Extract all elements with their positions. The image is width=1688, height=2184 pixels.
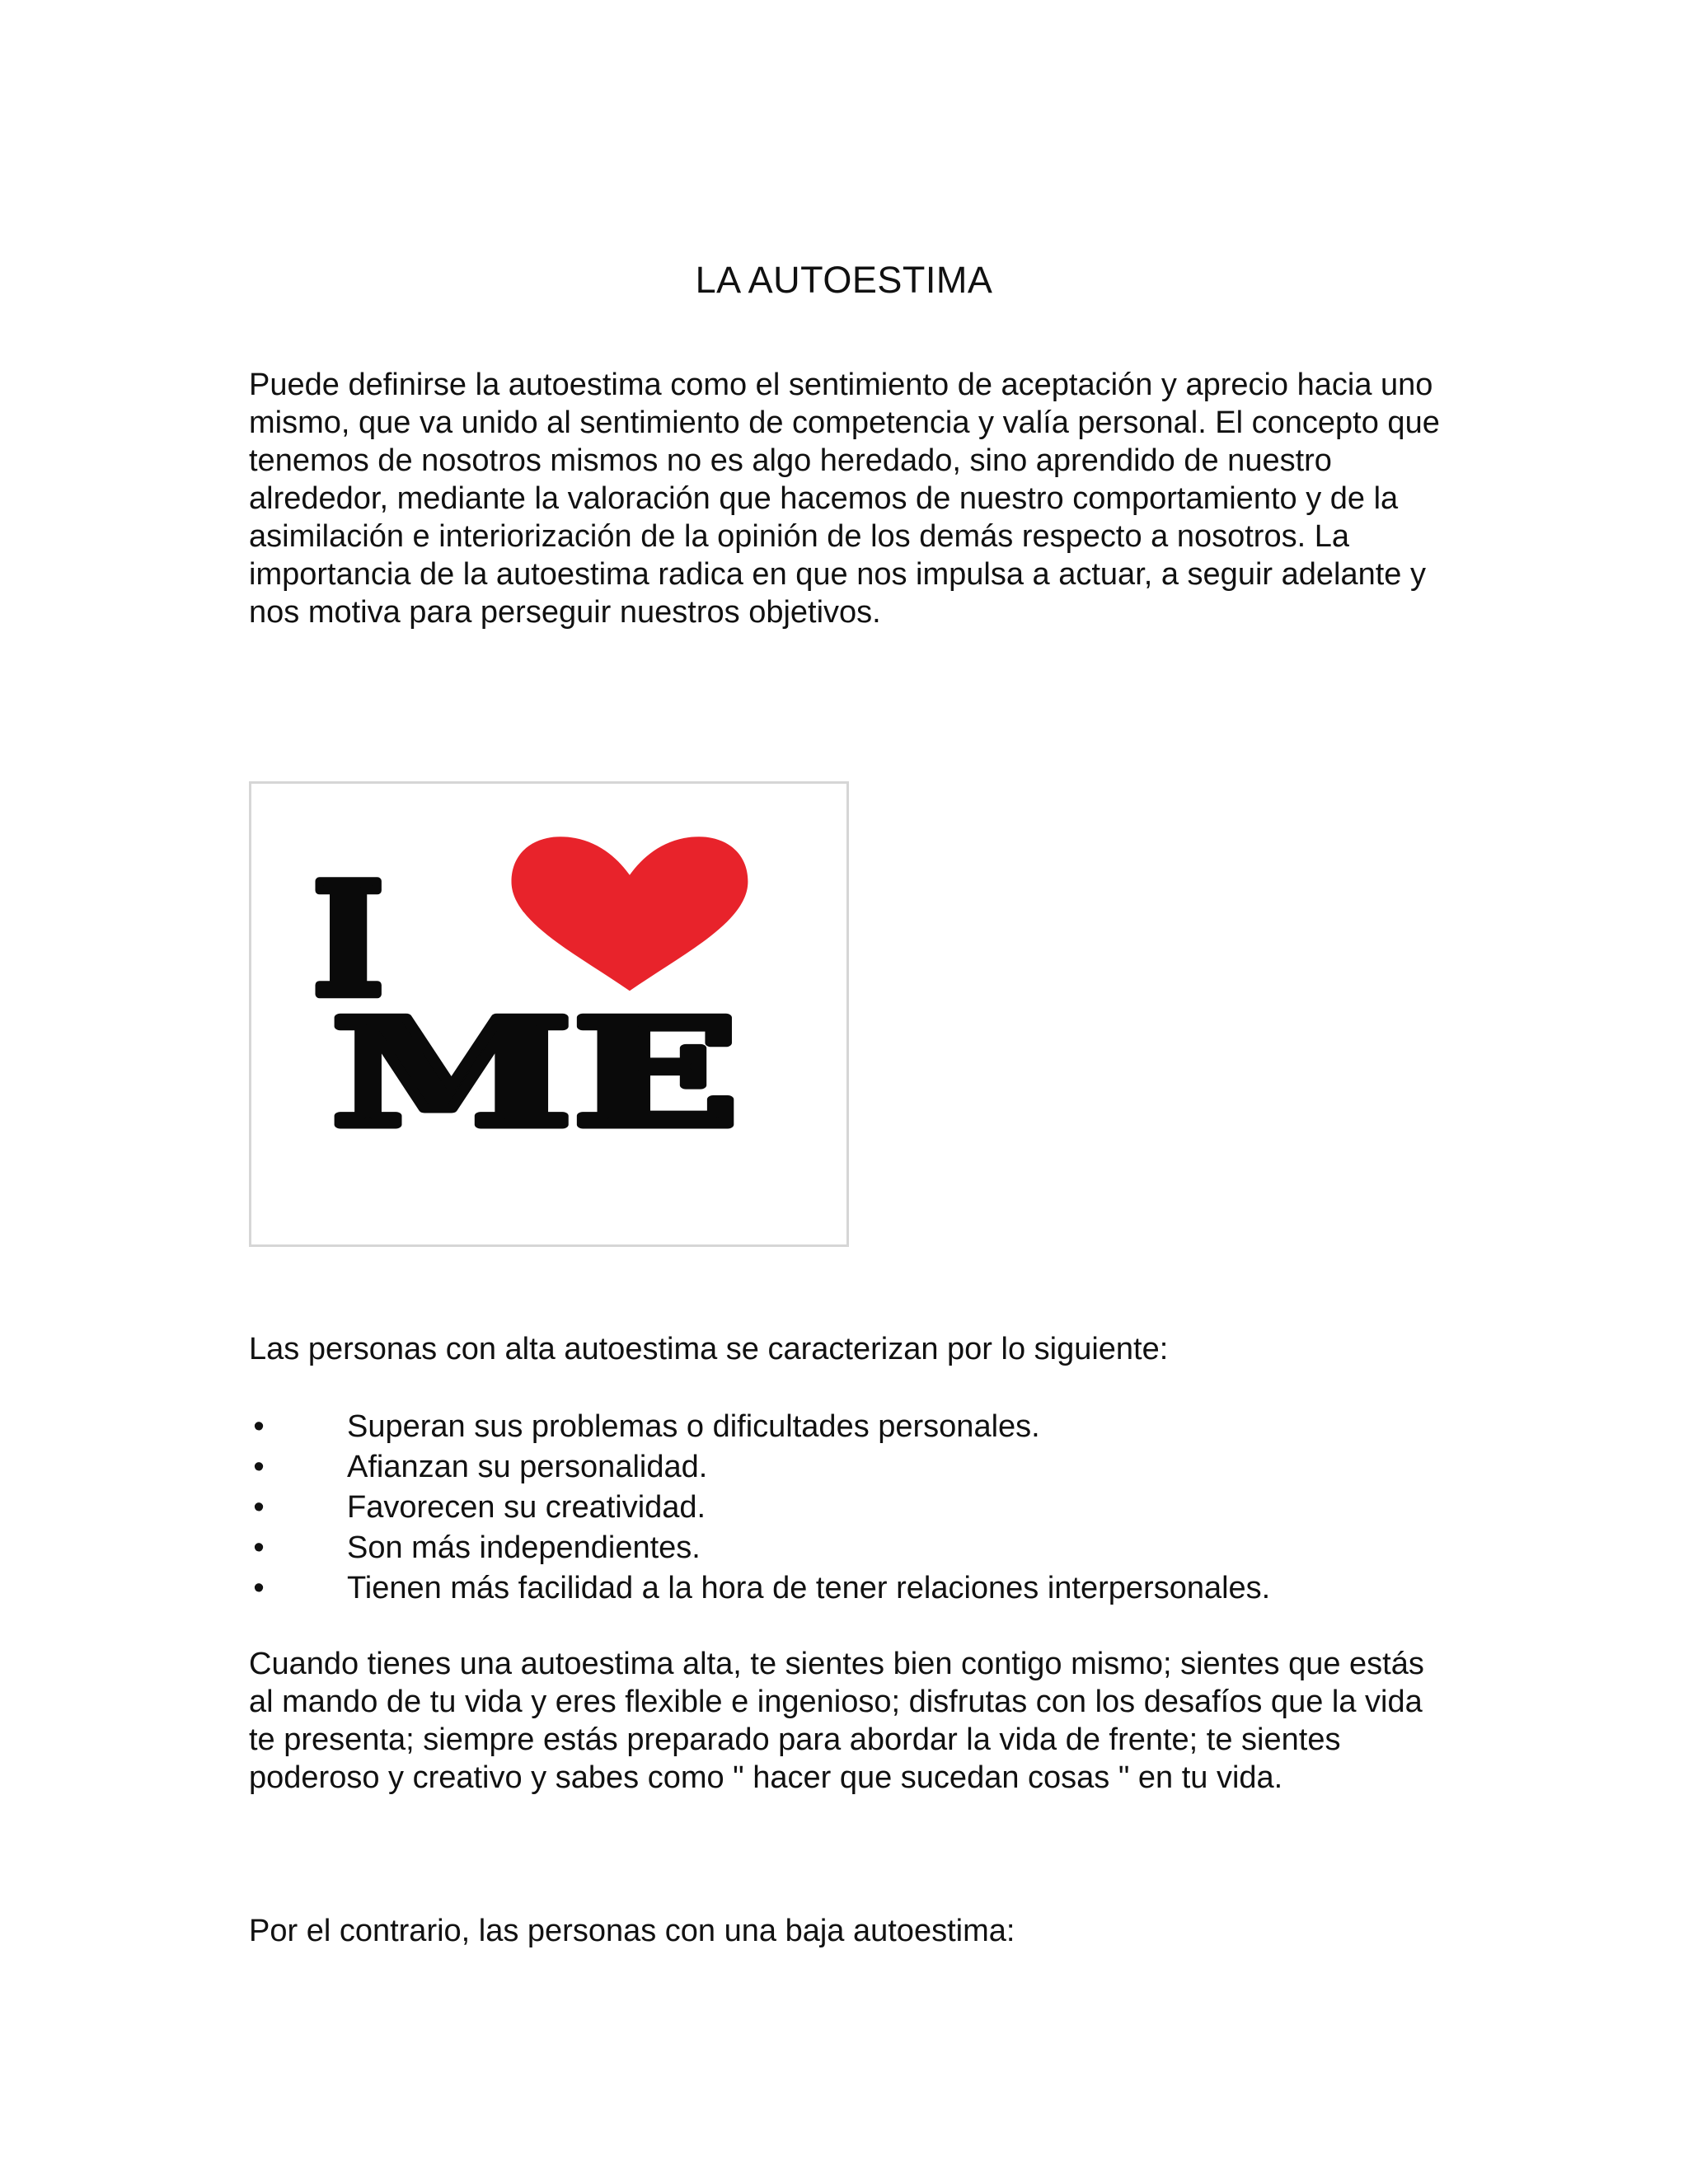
bullet-icon: • <box>253 1530 265 1565</box>
bullet-icon: • <box>253 1450 265 1484</box>
i-love-me-image <box>249 781 849 1247</box>
intro-paragraph: Puede definirse la autoestima como el sentimiento de aceptación y aprecio hacia uno mismo, que va unido al sentimiento de competencia y valía personal. El concepto que tenemos de nosotros mismos no es algo heredado, sino aprendido de nuestro alrededor, mediante la valoración que hacemos de nuestro comportamiento y de la asimilación e interiorización de la opinión de los demás respecto a nosotros. La importancia de la autoestima radica en que nos impulsa a actuar, a seguir adelante y nos motiva para perseguir nuestros objetivos. <box>249 368 1440 630</box>
low-esteem-lead: Por el contrario, las personas con una baja autoestima: <box>249 1914 1015 1948</box>
list-item <box>249 1528 1270 1568</box>
i-love-me-graphic <box>251 784 846 1244</box>
heart-icon <box>511 837 748 991</box>
list-item-text: Favorecen su creatividad. <box>347 1490 706 1525</box>
list-item-text: Tienen más facilidad a la hora de tener relaciones interpersonales. <box>347 1571 1271 1605</box>
list-item-text: Afianzan su personalidad. <box>347 1450 708 1484</box>
bullet-icon: • <box>253 1490 265 1525</box>
list-item <box>249 1488 1270 1528</box>
high-esteem-lead: Las personas con alta autoestima se caracterizan por lo siguiente: <box>249 1332 1169 1366</box>
high-esteem-paragraph: Cuando tienes una autoestima alta, te sientes bien contigo mismo; sientes que estás al mando de tu vida y eres flexible e ingenioso; disfrutas con los desafíos que la vida te presenta; siempre estás preparado para abordar la vida de frente; te sientes poderoso y creativo y sabes como " hacer que sucedan cosas " en tu vida. <box>249 1647 1424 1795</box>
list-item <box>249 1568 1270 1609</box>
image-text-me: ME <box>331 987 739 1160</box>
list-item-text: Son más independientes. <box>347 1530 701 1565</box>
bullet-icon: • <box>253 1571 265 1605</box>
list-item-text: Superan sus problemas o dificultades personales. <box>347 1409 1040 1444</box>
page-title: LA AUTOESTIMA <box>695 259 993 301</box>
list-item <box>249 1447 1270 1488</box>
bullet-icon: • <box>253 1409 265 1444</box>
list-item <box>249 1407 1270 1447</box>
high-esteem-list <box>249 1407 1270 1609</box>
image-text-i: I <box>312 849 385 1032</box>
